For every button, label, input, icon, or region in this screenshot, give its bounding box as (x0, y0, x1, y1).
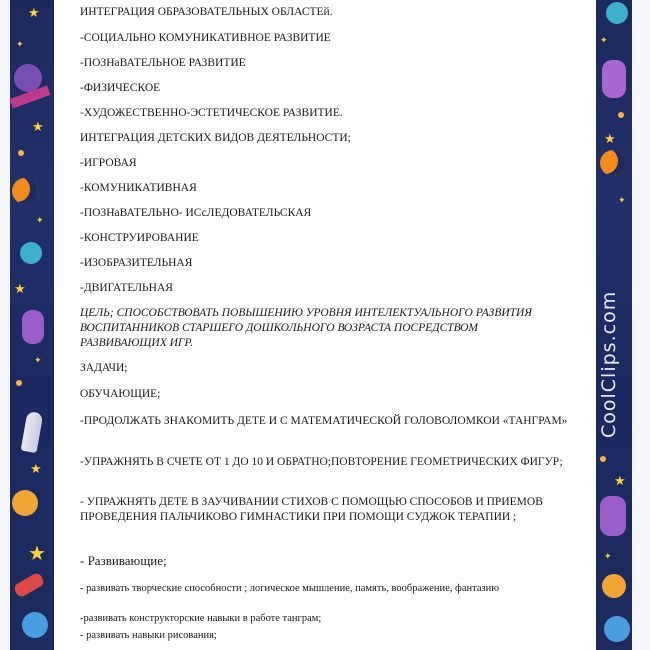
developing-item: -развивать конструкторские навыки в работе танграм; (80, 613, 322, 624)
developing-item: - развивать навыки рисования; (80, 630, 217, 641)
teaching-heading: ОБУЧАЮЩИЕ; (80, 388, 161, 400)
star-icon: ★ (14, 281, 26, 296)
star-icon: ✦ (34, 355, 42, 365)
teaching-item: -УПРАЖНЯТЬ В СЧЕТЕ ОТ 1 ДО 10 И ОБРАТНО;ПОВТОРЕНИЕ ГЕОМЕТРИЧЕСКИХ ФИГУР; (80, 456, 563, 468)
developing-item: - развивать творческие способности ; логическое мышление, память, воображение, фантазию (80, 583, 500, 594)
dot-icon (16, 380, 22, 386)
goal-text: ЦЕЛЬ; СПОСОБСТВОВАТЬ ПОВЫШЕНИЮ УРОВНЯ ИНТЕЛЕКТУАЛЬНОГО РАЗВИТИЯ ВОСПИТАННИКОВ СТАРШЕГО ДОШКОЛЬНОГО ВОЗРАСТА ПОСРЕДСТВОМ РАЗВИВАЮЩИХ ИГР. (80, 307, 532, 349)
page-margin-left (0, 0, 10, 650)
list-item: -ИЗОБРАЗИТЕЛЬНАЯ (80, 257, 193, 269)
list-item: -ДВИГАТЕЛЬНАЯ (80, 282, 173, 294)
alien-icon (600, 496, 626, 536)
document-body (80, 0, 592, 650)
developing-heading: - Развивающие; (80, 553, 167, 568)
list-item: -КОМУНИКАТИВНАЯ (80, 182, 197, 194)
star-icon: ★ (28, 5, 40, 20)
watermark: CoolClips.com (598, 290, 620, 438)
list-item: -ФИЗИЧЕСКОЕ (80, 82, 161, 94)
dot-icon (18, 150, 24, 156)
star-icon: ✦ (618, 195, 626, 205)
moon-icon (12, 178, 38, 204)
list-item: -ИГРОВАЯ (80, 157, 137, 169)
list-item: -ПОЗНаВАТЕЛЬНОЕ РАЗВИТИЕ (80, 57, 246, 69)
dot-icon (600, 456, 606, 462)
star-icon: ★ (30, 461, 42, 476)
star-icon: ✦ (36, 215, 44, 225)
alien-icon (602, 60, 626, 98)
star-icon: ★ (32, 119, 44, 134)
comet-icon (13, 571, 46, 598)
dot-icon (618, 112, 624, 118)
alien-icon (22, 310, 44, 344)
page-margin-right (632, 0, 650, 650)
teaching-item: - УПРАЖНЯТЬ ДЕТЕ В ЗАУЧИВАНИИ СТИХОВ С ПОМОЩЬЮ СПОСОБОВ И ПРИЕМОВ ПРОВЕДЕНИЯ ПАЛЬЧИКОВО ГИМНАСТИКИ ПРИ ПОМОЩИ СУДЖОК ТЕРАПИИ ; (80, 496, 543, 523)
section-heading: ИНТЕГРАЦИЯ ДЕТСКИХ ВИДОВ ДЕЯТЕЛЬНОСТИ; (80, 132, 351, 144)
star-icon: ✦ (600, 35, 608, 45)
teaching-item: -ПРОДОЛЖАТЬ ЗНАКОМИТЬ ДЕТЕ И С МАТЕМАТИЧЕСКОЙ ГОЛОВОЛОМКОИ «ТАНГРАМ» (80, 415, 568, 427)
star-icon: ★ (614, 473, 626, 488)
space-border-left (10, 0, 54, 650)
list-item: -ПОЗНаВАТЕЛЬНО- ИСсЛЕДОВАТЕЛЬСКАЯ (80, 207, 312, 219)
star-icon: ★ (28, 543, 46, 565)
planet-icon (12, 490, 38, 516)
planet-icon (602, 574, 626, 598)
list-item: -ХУДОЖЕСТВЕННО-ЭСТЕТИЧЕСКОЕ РАЗВИТИЕ. (80, 107, 343, 119)
planet-icon (20, 242, 42, 264)
rocket-icon (21, 411, 44, 453)
tasks-heading: ЗАДАЧИ; (80, 362, 128, 374)
star-icon: ✦ (16, 39, 24, 49)
star-icon: ✦ (604, 551, 612, 561)
list-item: -СОЦИАЛЬНО КОМУНИКАТИВНОЕ РАЗВИТИЕ (80, 32, 331, 44)
moon-icon (600, 150, 626, 176)
list-item: -КОНСТРУИРОВАНИЕ (80, 232, 199, 244)
star-icon: ★ (604, 131, 616, 146)
section-heading: ИНТЕГРАЦИЯ ОБРАЗОВАТЕЛЬНЫХ ОБЛАСТЕй. (80, 6, 333, 18)
planet-icon (606, 2, 628, 24)
planet-icon (22, 612, 48, 638)
planet-icon (604, 616, 630, 642)
